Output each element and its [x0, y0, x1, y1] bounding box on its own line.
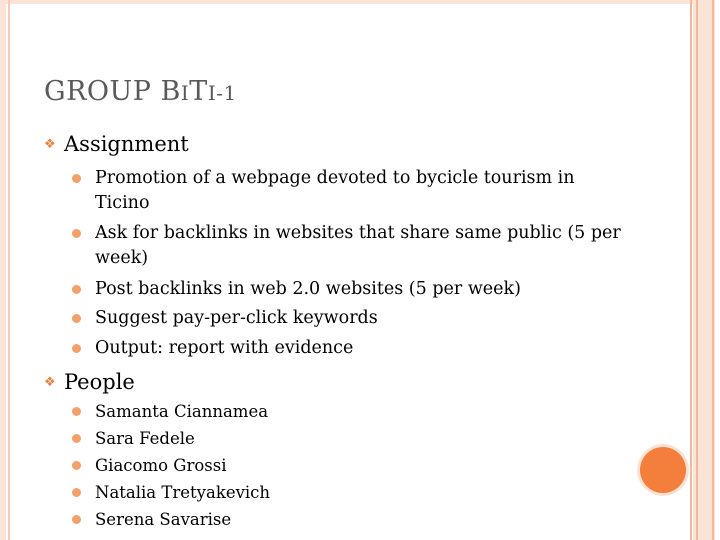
list-item-text: Suggest pay-per-click keywords [95, 308, 378, 328]
frame-right-line [712, 0, 714, 540]
list-item-text: Serena Savarise [95, 510, 232, 529]
section-bullet-icon: ❖ [44, 375, 56, 390]
bullet-icon [72, 461, 81, 470]
bullet-icon [72, 314, 81, 323]
section-heading-label: People [64, 370, 135, 394]
frame-top-border [0, 0, 715, 4]
title-part: I [180, 81, 190, 105]
bullet-icon [72, 344, 81, 353]
bullet-icon [72, 515, 81, 524]
bullet-icon [72, 174, 81, 183]
list-item-text: Natalia Tretyakevich [95, 483, 271, 502]
list-item-text: Ask for backlinks in websites that share same public (5 per week) [95, 223, 621, 268]
list-item-text: Samanta Ciannamea [95, 402, 269, 421]
section-heading-assignment [44, 132, 189, 156]
frame-right-line [690, 0, 692, 540]
slide-title [44, 76, 237, 107]
bullet-icon [72, 434, 81, 443]
list-item-text: Promotion of a webpage devoted to bycicle tourism in Ticino [95, 168, 575, 213]
title-part: I [207, 81, 217, 105]
frame-right-line [696, 0, 698, 540]
list-item [72, 426, 632, 451]
title-part: T [189, 76, 208, 107]
section-bullet-icon: ❖ [44, 137, 56, 152]
title-part: GROUP B [44, 76, 181, 107]
list-item-text: Output: report with evidence [95, 338, 354, 358]
bullet-icon [72, 285, 81, 294]
list-item [72, 453, 632, 478]
list-item-text: Sara Fedele [95, 429, 195, 448]
bullet-icon [72, 407, 81, 416]
list-item [72, 480, 632, 505]
list-item [72, 221, 632, 271]
list-item [72, 336, 632, 361]
frame-left-border [0, 0, 6, 540]
bullet-icon [72, 229, 81, 238]
list-item [72, 507, 632, 532]
bullet-icon [72, 488, 81, 497]
list-item [72, 277, 632, 302]
section-heading-label: Assignment [64, 132, 189, 156]
list-item [72, 399, 632, 424]
list-item-text: Post backlinks in web 2.0 websites (5 per week) [95, 279, 521, 299]
section-heading-people [44, 370, 135, 394]
frame-left-line [8, 0, 10, 540]
title-part: -1 [216, 81, 237, 105]
list-item [72, 166, 632, 216]
list-item-text: Giacomo Grossi [95, 456, 227, 475]
list-item [72, 306, 632, 331]
decorative-orange-circle [640, 447, 686, 493]
